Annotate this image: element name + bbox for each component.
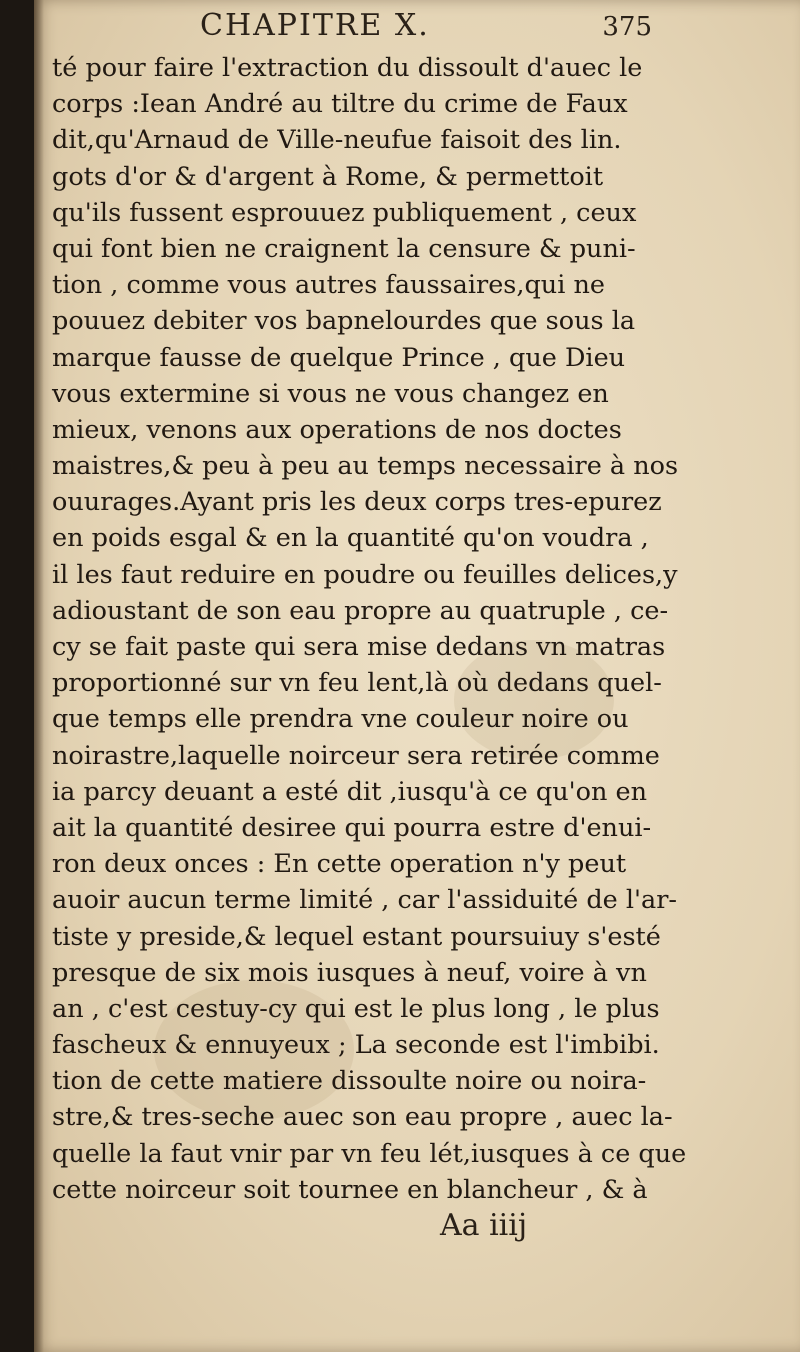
text-line: presque de six mois iusques à neuf, voire à vn [52,957,647,988]
text-line: auoir aucun terme limité , car l'assiduité de l'ar- [52,885,678,916]
text-line: mieux, venons aux operations de nos doctes [52,414,622,445]
page-number: 375 [602,12,652,42]
text-line: marque fausse de quelque Prince , que Dieu [52,342,626,373]
text-line: quelle la faut vnir par vn feu lét,iusques à ce que [52,1138,687,1169]
gutter-shadow [34,0,44,1352]
text-line: cy se fait paste qui sera mise dedans vn matras [52,632,666,662]
text-line: ron deux onces : En cette operation n'y peut [52,849,627,880]
text-line: que temps elle prendra vne couleur noire ou [52,704,629,735]
text-line: qui font bien ne craignent la censure & puni- [52,233,636,264]
text-line: stre,& tres-seche auec son eau propre , auec la- [52,1102,673,1133]
text-line: an , c'est cestuy-cy qui est le plus long , le plus [52,993,660,1024]
text-line: dit,qu'Arnaud de Ville-neufue faisoit des lin. [52,125,622,156]
running-head [200,8,660,48]
text-line: cette noirceur soit tournee en blancheur , & à [52,1174,648,1205]
body-text [52,50,687,1208]
text-line: té pour faire l'extraction du dissoult d'auec le [52,53,643,83]
text-line: ia parcy deuant a esté dit ,iusqu'à ce qu'on en [52,776,648,807]
signature-mark: Aa iiij [440,1208,528,1243]
text-line: fascheux & ennuyeux ; La seconde est l'imbibi. [52,1030,660,1061]
text-line: tion , comme vous autres faussaires,qui ne [52,270,605,301]
text-line: qu'ils fussent esprouuez publiquement , ceux [52,197,637,228]
text-line: noirastre,laquelle noirceur sera retirée comme [52,740,660,771]
text-line: maistres,& peu à peu au temps necessaire à nos [52,451,679,482]
text-line: adioustant de son eau propre au quatruple , ce- [52,595,669,626]
chapter-title: CHAPITRE X. [200,8,430,43]
text-line: tion de cette matiere dissoulte noire ou noira- [52,1066,647,1097]
text-line: pouuez debiter vos bapnelourdes que sous la [52,306,636,337]
text-line: il les faut reduire en poudre ou feuilles delices,y [52,559,678,590]
text-line: gots d'or & d'argent à Rome, & permettoit [52,161,604,192]
text-line: en poids esgal & en la quantité qu'on voudra , [52,523,649,554]
text-line: corps :Iean André au tiltre du crime de Faux [52,89,628,120]
text-line: proportionné sur vn feu lent,là où dedans quel- [52,668,662,699]
text-line: vous extermine si vous ne vous changez en [52,378,609,409]
text-line: ouurages.Ayant pris les deux corps tres-epurez [52,487,662,518]
text-line: tiste y preside,& lequel estant poursuiuy s'esté [52,921,661,952]
text-line: ait la quantité desiree qui pourra estre d'enui- [52,812,652,843]
